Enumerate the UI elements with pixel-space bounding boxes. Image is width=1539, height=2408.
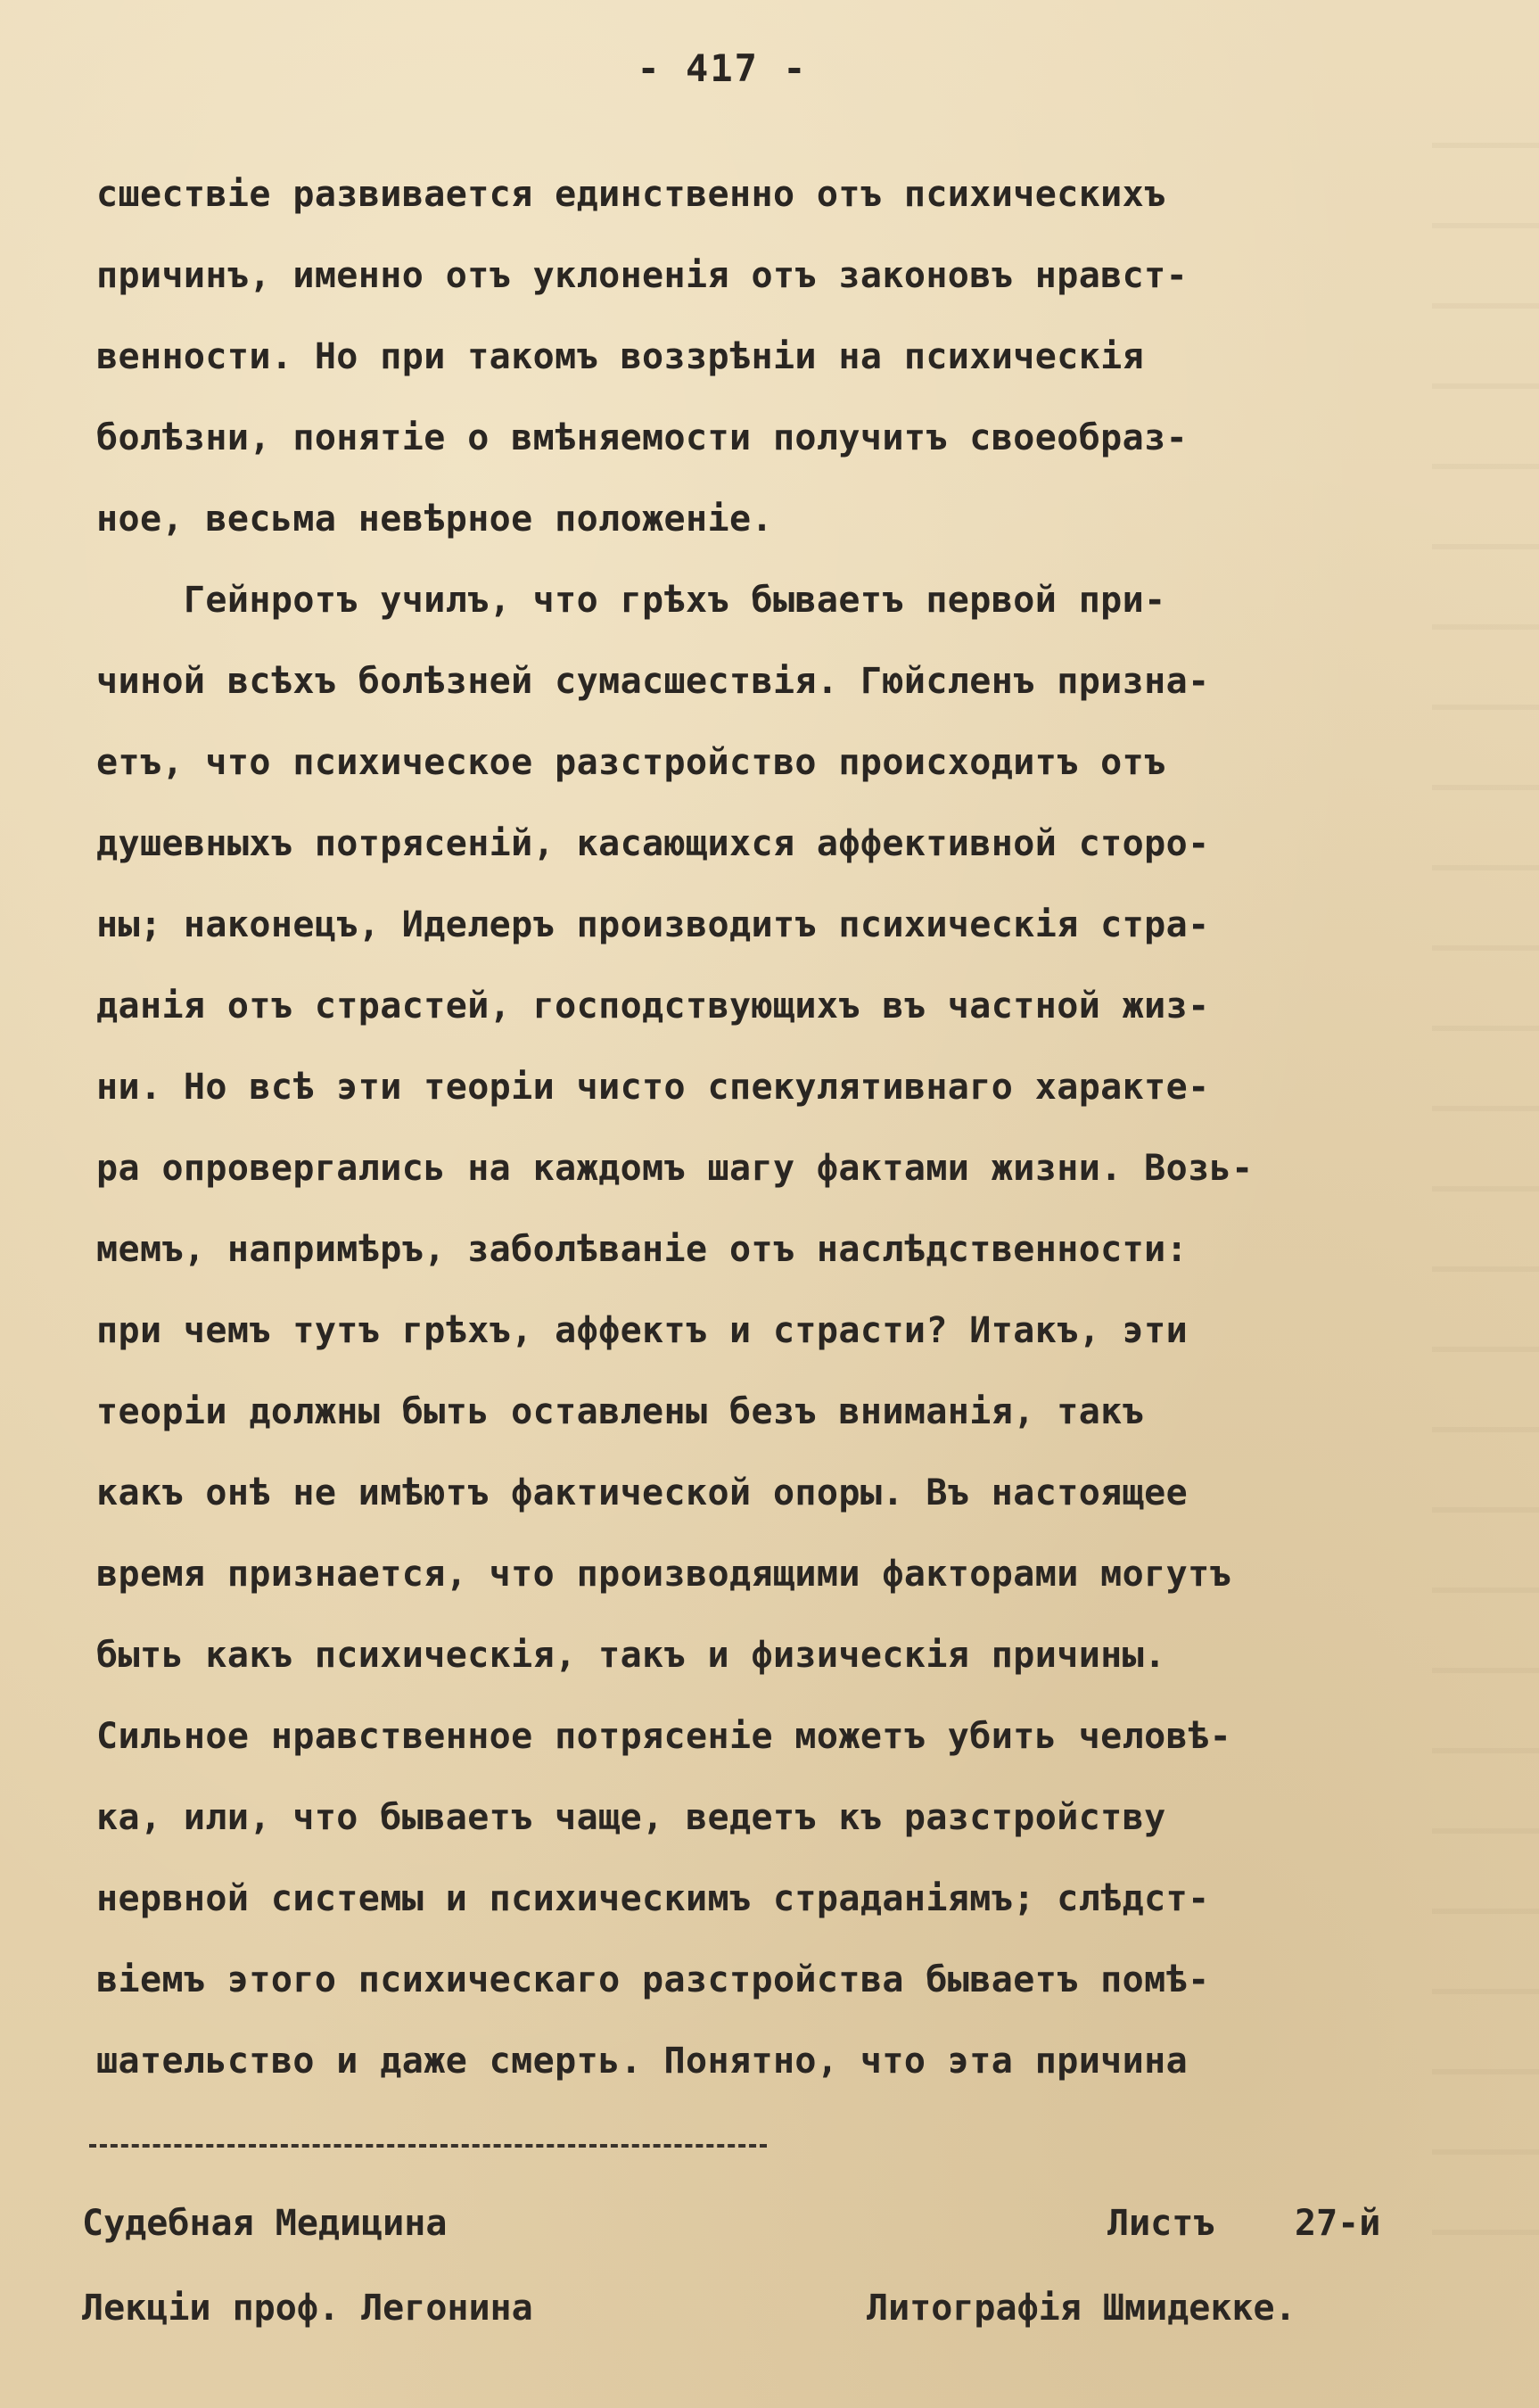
text-line: ра опровергались на каждомъ шагу фактами жизни. Возь- bbox=[96, 1148, 1254, 1189]
text-line: чиной всѣхъ болѣзней сумасшествія. Гюйсленъ призна- bbox=[96, 661, 1210, 702]
footer-sheet-label: Листъ bbox=[1107, 2203, 1215, 2244]
footer-sheet-number: 27-й bbox=[1295, 2203, 1381, 2244]
text-line: болѣзни, понятіе о вмѣняемости получитъ своеобраз- bbox=[96, 417, 1189, 458]
text-line: віемъ этого психическаго разстройства бываетъ помѣ- bbox=[96, 1959, 1210, 2000]
text-line: время признается, что производящими факторами могутъ bbox=[96, 1554, 1232, 1595]
text-line: ни. Но всѣ эти теоріи чисто спекулятивнаго характе- bbox=[96, 1067, 1210, 1108]
text-line: Гейнротъ училъ, что грѣхъ бываетъ первой при- bbox=[96, 580, 1166, 621]
text-line: сшествіе развивается единственно отъ психическихъ bbox=[96, 174, 1166, 215]
text-line: мемъ, напримѣръ, заболѣваніе отъ наслѣдственности: bbox=[96, 1229, 1189, 1270]
body-text bbox=[96, 168, 1398, 2115]
text-line: данія отъ страстей, господствующихъ въ частной жиз- bbox=[96, 985, 1210, 1027]
text-line: быть какъ психическія, такъ и физическія причины. bbox=[96, 1635, 1166, 1676]
text-line: при чемъ тутъ грѣхъ, аффектъ и страсти? Итакъ, эти bbox=[96, 1310, 1189, 1351]
text-line: ка, или, что бываетъ чаще, ведетъ къ разстройству bbox=[96, 1797, 1166, 1838]
text-line: нервной системы и психическимъ страданіямъ; слѣдст- bbox=[96, 1878, 1210, 1919]
text-line: Сильное нравственное потрясеніе можетъ убить человѣ- bbox=[96, 1716, 1232, 1757]
footer-separator bbox=[89, 2144, 767, 2148]
text-line: душевныхъ потрясеній, касающихся аффективной сторо- bbox=[96, 823, 1210, 864]
text-line: шательство и даже смерть. Понятно, что эта причина bbox=[96, 2041, 1189, 2082]
footer-printer: Литографія Шмидекке. bbox=[867, 2288, 1296, 2329]
text-line: теоріи должны быть оставлены безъ вниманія, такъ bbox=[96, 1391, 1145, 1432]
text-line: причинъ, именно отъ уклоненія отъ законовъ нравст- bbox=[96, 255, 1189, 296]
bleed-through-shadow bbox=[1432, 143, 1539, 2283]
text-line: етъ, что психическое разстройство происходитъ отъ bbox=[96, 742, 1166, 783]
page-number: - 417 - bbox=[637, 46, 808, 90]
footer-subject: Судебная Медицина bbox=[82, 2203, 448, 2244]
text-line: какъ онѣ не имѣютъ фактической опоры. Въ настоящее bbox=[96, 1472, 1189, 1513]
text-line: венности. Но при такомъ воззрѣніи на психическія bbox=[96, 336, 1145, 377]
text-line: ны; наконецъ, Иделеръ производитъ психическія стра- bbox=[96, 904, 1210, 945]
footer-row-subject bbox=[82, 2203, 1420, 2256]
footer-row-credits bbox=[82, 2288, 1420, 2341]
footer-lectures: Лекціи проф. Легонина bbox=[82, 2288, 533, 2329]
text-line: ное, весьма невѣрное положеніе. bbox=[96, 499, 773, 540]
